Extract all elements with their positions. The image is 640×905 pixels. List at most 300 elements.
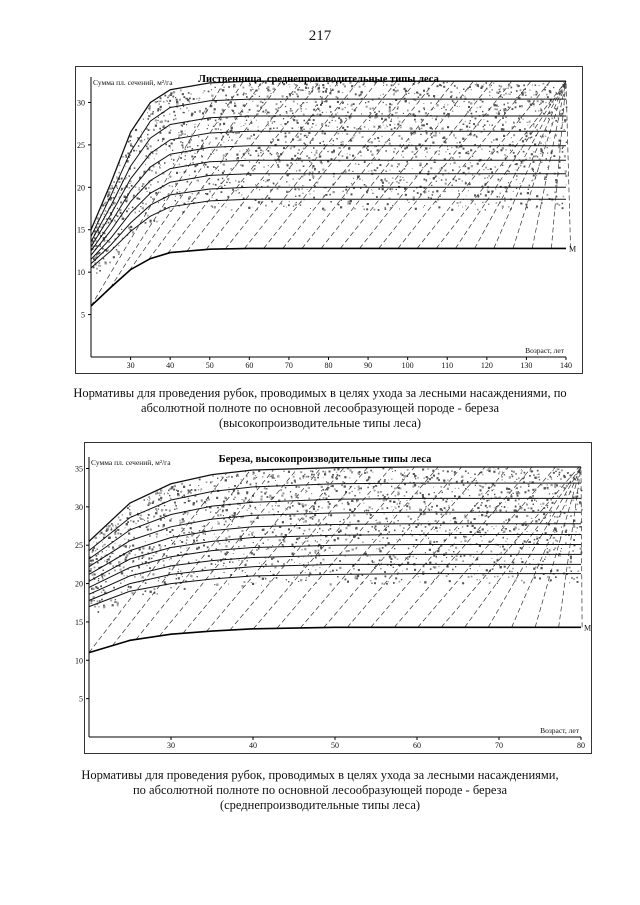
- stipple-dot: [436, 133, 437, 134]
- stipple-dot: [481, 149, 482, 150]
- stipple-dot: [346, 157, 348, 159]
- stipple-dot: [533, 175, 535, 177]
- m-curve-line: [91, 248, 566, 306]
- stipple-dot: [359, 86, 361, 88]
- stipple-dot: [294, 91, 296, 93]
- stipple-dot: [175, 118, 177, 120]
- stipple-dot: [528, 189, 529, 190]
- dashed-diagonal-line: [436, 81, 566, 248]
- stipple-dot: [313, 506, 315, 508]
- stipple-dot: [270, 571, 271, 572]
- stipple-dot: [541, 506, 542, 507]
- stipple-dot: [496, 526, 497, 527]
- stipple-dot: [521, 117, 522, 118]
- stipple-dot: [265, 205, 267, 207]
- stipple-dot: [468, 190, 469, 191]
- stipple-dot: [397, 108, 398, 109]
- stipple-dot: [279, 114, 281, 116]
- stipple-dot: [249, 138, 251, 140]
- stipple-dot: [423, 124, 425, 126]
- stipple-dot: [188, 201, 189, 202]
- stipple-dot: [269, 90, 270, 91]
- stipple-dot: [181, 131, 183, 133]
- stipple-dot: [420, 492, 422, 494]
- stipple-dot: [220, 144, 222, 146]
- stipple-dot: [240, 151, 241, 152]
- stipple-dot: [371, 189, 372, 190]
- stipple-dot: [194, 171, 196, 173]
- stipple-dot: [296, 486, 298, 488]
- stipple-dot: [98, 265, 100, 267]
- stipple-dot: [224, 142, 225, 143]
- stipple-dot: [142, 183, 144, 185]
- stipple-dot: [328, 501, 330, 503]
- stipple-dot: [386, 171, 387, 172]
- stipple-dot: [313, 109, 315, 111]
- stipple-dot: [309, 179, 311, 181]
- stipple-dot: [500, 86, 502, 88]
- stipple-dot: [523, 151, 525, 153]
- stipple-dot: [329, 503, 331, 505]
- stipple-dot: [224, 572, 225, 573]
- stipple-dot: [452, 157, 453, 158]
- stipple-dot: [515, 102, 517, 104]
- stipple-dot: [424, 478, 425, 479]
- stipple-dot: [555, 108, 557, 110]
- stipple-dot: [182, 93, 184, 95]
- stipple-dot: [218, 170, 219, 171]
- stipple-dot: [283, 147, 285, 149]
- stipple-dot: [158, 108, 160, 110]
- stipple-dot: [343, 102, 344, 103]
- stipple-dot: [389, 108, 391, 110]
- stipple-dot: [404, 495, 406, 497]
- stipple-dot: [291, 497, 293, 499]
- chart-larch: [75, 66, 583, 374]
- stipple-dot: [433, 541, 435, 543]
- stipple-dot: [242, 499, 243, 500]
- stipple-dot: [498, 106, 499, 107]
- stipple-dot: [116, 249, 117, 250]
- stipple-dot: [138, 145, 139, 146]
- dashed-diagonal-line: [551, 81, 566, 248]
- stipple-dot: [174, 115, 176, 117]
- stipple-dot: [258, 126, 259, 127]
- stipple-dot: [307, 123, 309, 125]
- stipple-dot: [330, 583, 332, 585]
- stipple-dot: [525, 95, 526, 96]
- stipple-dot: [302, 188, 303, 189]
- stipple-dot: [428, 197, 430, 199]
- stipple-dot: [228, 584, 229, 585]
- stipple-dot: [318, 87, 320, 89]
- stipple-dot: [505, 149, 506, 150]
- stipple-dot: [331, 143, 332, 144]
- stipple-dot: [356, 128, 357, 129]
- stipple-dot: [539, 479, 540, 480]
- stipple-dot: [489, 91, 491, 93]
- stipple-dot: [396, 181, 398, 183]
- stipple-dot: [338, 133, 340, 135]
- stipple-dot: [474, 194, 476, 196]
- stipple-dot: [135, 187, 136, 188]
- stipple-dot: [147, 148, 149, 150]
- stipple-dot: [130, 140, 131, 141]
- stipple-dot: [519, 122, 520, 123]
- stipple-dot: [297, 136, 299, 138]
- stipple-dot: [268, 112, 270, 114]
- stipple-dot: [509, 85, 510, 86]
- stipple-dot: [511, 137, 512, 138]
- stipple-dot: [424, 205, 425, 206]
- stipple-dot: [149, 500, 150, 501]
- stipple-dot: [500, 88, 501, 89]
- stipple-dot: [232, 515, 233, 516]
- stipple-dot: [555, 185, 557, 187]
- stipple-dot: [422, 494, 424, 496]
- stipple-dot: [415, 208, 417, 210]
- stipple-dot: [504, 198, 505, 199]
- stipple-dot: [442, 174, 443, 175]
- stipple-dot: [104, 233, 105, 234]
- stipple-dot: [150, 197, 151, 198]
- stipple-dot: [392, 177, 393, 178]
- stipple-dot: [532, 168, 534, 170]
- stipple-dot: [382, 495, 384, 497]
- stipple-dot: [354, 87, 355, 88]
- stipple-dot: [379, 164, 381, 166]
- stipple-dot: [347, 126, 349, 128]
- stipple-dot: [397, 112, 398, 113]
- stipple-dot: [335, 114, 337, 116]
- stipple-dot: [497, 196, 498, 197]
- stipple-dot: [109, 218, 111, 220]
- stipple-dot: [415, 148, 417, 150]
- stipple-dot: [369, 142, 370, 143]
- stipple-dot: [347, 203, 349, 205]
- stipple-dot: [196, 98, 197, 99]
- stipple-dot: [309, 552, 311, 554]
- stipple-dot: [312, 516, 313, 517]
- stipple-dot: [306, 135, 307, 136]
- stipple-dot: [308, 87, 309, 88]
- stipple-dot: [428, 95, 430, 97]
- stipple-dot: [272, 139, 273, 140]
- stipple-dot: [428, 171, 430, 173]
- stipple-dot: [425, 506, 427, 508]
- stipple-dot: [447, 146, 448, 147]
- stipple-dot: [108, 194, 110, 196]
- stipple-dot: [466, 195, 467, 196]
- stipple-dot: [150, 184, 151, 185]
- stipple-dot: [406, 161, 408, 163]
- stipple-dot: [438, 206, 440, 208]
- stipple-dot: [354, 127, 356, 129]
- stipple-dot: [291, 146, 292, 147]
- dashed-diagonal-line: [225, 81, 358, 249]
- stipple-dot: [328, 529, 329, 530]
- stipple-dot: [287, 191, 289, 193]
- stipple-dot: [554, 191, 556, 193]
- stipple-dot: [199, 110, 201, 112]
- stipple-dot: [337, 127, 338, 128]
- stipple-dot: [487, 190, 488, 191]
- stipple-dot: [101, 208, 102, 209]
- stipple-dot: [477, 124, 479, 126]
- dashed-diagonal-line: [244, 81, 377, 248]
- stipple-dot: [332, 117, 333, 118]
- stipple-dot: [180, 99, 181, 100]
- stipple-dot: [297, 103, 298, 104]
- y-tick-label: 15: [77, 225, 85, 235]
- stipple-dot: [545, 87, 547, 89]
- stipple-dot: [511, 474, 512, 475]
- stipple-dot: [454, 85, 456, 87]
- stipple-dot: [311, 512, 313, 514]
- stipple-dot: [113, 256, 115, 258]
- stipple-dot: [182, 147, 184, 149]
- stipple-dot: [440, 486, 442, 488]
- stipple-dot: [223, 123, 225, 125]
- stipple-dot: [375, 159, 376, 160]
- stipple-dot: [349, 118, 350, 119]
- stipple-dot: [316, 104, 318, 106]
- stipple-dot: [548, 118, 549, 119]
- stipple-dot: [409, 102, 410, 103]
- stipple-dot: [432, 470, 434, 472]
- stipple-dot: [520, 203, 522, 205]
- stipple-dot: [311, 477, 312, 478]
- stipple-dot: [250, 120, 251, 121]
- stipple-dot: [562, 148, 563, 149]
- stipple-dot: [198, 129, 199, 130]
- stipple-dot: [176, 172, 178, 174]
- stipple-dot: [432, 118, 433, 119]
- stipple-dot: [431, 185, 432, 186]
- stipple-dot: [175, 200, 176, 201]
- stipple-dot: [512, 576, 514, 578]
- stipple-dot: [468, 130, 469, 131]
- stipple-dot: [358, 486, 360, 488]
- stipple-dot: [512, 108, 514, 110]
- stipple-dot: [468, 106, 470, 108]
- stipple-dot: [285, 141, 287, 143]
- stipple-dot: [311, 152, 312, 153]
- stipple-dot: [296, 202, 297, 203]
- stipple-dot: [211, 95, 213, 97]
- stipple-dot: [198, 100, 199, 101]
- stipple-dot: [149, 510, 150, 511]
- stipple-dot: [452, 111, 453, 112]
- stipple-dot: [110, 188, 112, 190]
- stipple-dot: [213, 153, 214, 154]
- stipple-dot: [139, 187, 141, 189]
- stipple-dot: [251, 135, 252, 136]
- stipple-dot: [135, 129, 137, 131]
- stipple-dot: [555, 179, 557, 181]
- stipple-dot: [406, 147, 408, 149]
- stipple-dot: [219, 123, 221, 125]
- stipple-dot: [540, 153, 541, 154]
- stipple-dot: [526, 207, 528, 209]
- stipple-dot: [564, 129, 565, 130]
- stipple-dot: [508, 106, 510, 108]
- stipple-dot: [407, 110, 409, 112]
- stipple-dot: [320, 161, 321, 162]
- stipple-dot: [163, 115, 164, 116]
- stipple-dot: [492, 558, 493, 559]
- stipple-dot: [145, 164, 146, 165]
- stipple-dot: [124, 580, 125, 581]
- stipple-dot: [292, 113, 294, 115]
- stipple-dot: [454, 162, 456, 164]
- stipple-dot: [116, 186, 118, 188]
- stipple-dot: [156, 221, 157, 222]
- stipple-dot: [164, 162, 165, 163]
- stipple-dot: [373, 126, 375, 128]
- stipple-dot: [442, 499, 444, 501]
- stipple-dot: [428, 538, 429, 539]
- y-axis-label: Сумма пл. сечений, м²/га: [93, 78, 173, 87]
- stipple-dot: [366, 185, 367, 186]
- stipple-dot: [268, 91, 269, 92]
- stipple-dot: [339, 560, 341, 562]
- x-tick-label: 40: [166, 361, 175, 370]
- stipple-dot: [255, 184, 256, 185]
- stipple-dot: [347, 104, 348, 105]
- stipple-dot: [201, 155, 202, 156]
- stipple-dot: [175, 196, 176, 197]
- stipple-dot: [547, 147, 548, 148]
- stipple-dot: [354, 208, 355, 209]
- stipple-dot: [415, 156, 417, 158]
- caption-1-line-1: Нормативы для проведения рубок, проводимых в целях ухода за лесными насаждениями, по: [73, 386, 567, 400]
- stipple-dot: [169, 208, 170, 209]
- stipple-dot: [400, 125, 401, 126]
- stipple-dot: [271, 154, 272, 155]
- stipple-dot: [125, 155, 127, 157]
- stipple-dot: [402, 177, 403, 178]
- stipple-dot: [145, 203, 146, 204]
- stipple-dot: [215, 87, 216, 88]
- stipple-dot: [424, 109, 425, 110]
- stipple-dot: [113, 181, 115, 183]
- chart-birch-svg: [75, 443, 592, 753]
- stipple-dot: [111, 523, 113, 525]
- stipple-dot: [502, 123, 503, 124]
- stipple-dot: [483, 129, 485, 131]
- stipple-dot: [303, 114, 305, 116]
- stipple-dot: [393, 151, 394, 152]
- stipple-dot: [325, 91, 327, 93]
- stipple-dot: [97, 227, 98, 228]
- stipple-dot: [502, 208, 503, 209]
- stipple-dot: [197, 180, 199, 182]
- stipple-dot: [420, 163, 422, 165]
- stipple-dot: [377, 167, 379, 169]
- stipple-dot: [441, 167, 443, 169]
- stipple-dot: [370, 112, 371, 113]
- stipple-dot: [403, 113, 404, 114]
- stipple-dot: [133, 195, 135, 197]
- stipple-dot: [484, 119, 485, 120]
- stipple-dot: [148, 187, 149, 188]
- stipple-dot: [130, 226, 132, 228]
- stipple-dot: [212, 481, 213, 482]
- stipple-dot: [493, 149, 495, 151]
- stipple-dot: [180, 90, 182, 92]
- stipple-dot: [388, 526, 390, 528]
- stipple-dot: [99, 270, 101, 272]
- stipple-dot: [100, 266, 101, 267]
- stipple-dot: [305, 87, 307, 89]
- stipple-dot: [441, 85, 442, 86]
- stipple-dot: [261, 105, 263, 107]
- stipple-dot: [386, 180, 388, 182]
- stipple-dot: [422, 167, 423, 168]
- stipple-dot: [91, 602, 93, 604]
- stipple-dot: [173, 164, 174, 165]
- stipple-dot: [236, 190, 237, 191]
- stipple-dot: [452, 169, 454, 171]
- stipple-dot: [432, 194, 434, 196]
- stipple-dot: [489, 491, 490, 492]
- stipple-dot: [117, 188, 118, 189]
- stipple-dot: [450, 91, 452, 93]
- stipple-dot: [300, 133, 302, 135]
- stipple-dot: [243, 93, 244, 94]
- stipple-dot: [352, 155, 354, 157]
- stipple-dot: [346, 550, 348, 552]
- stipple-dot: [463, 124, 465, 126]
- stipple-dot: [262, 102, 263, 103]
- stipple-dot: [270, 121, 271, 122]
- stipple-dot: [480, 536, 481, 537]
- stipple-dot: [124, 196, 126, 198]
- stipple-dot: [521, 92, 523, 94]
- stipple-dot: [468, 172, 469, 173]
- stipple-dot: [289, 185, 290, 186]
- stipple-dot: [130, 183, 131, 184]
- stipple-dot: [539, 85, 540, 86]
- stipple-dot: [153, 555, 154, 556]
- stipple-dot: [187, 514, 188, 515]
- stipple-dot: [299, 87, 300, 88]
- stipple-dot: [344, 129, 346, 131]
- stipple-dot: [267, 121, 268, 122]
- stipple-dot: [391, 165, 393, 167]
- stipple-dot: [374, 112, 376, 114]
- stipple-dot: [387, 533, 388, 534]
- stipple-dot: [490, 87, 491, 88]
- stipple-dot: [313, 119, 315, 121]
- stipple-dot: [326, 88, 328, 90]
- stipple-dot: [209, 183, 211, 185]
- stipple-dot: [325, 125, 327, 127]
- stipple-dot: [533, 123, 534, 124]
- stipple-dot: [264, 128, 265, 129]
- stipple-dot: [543, 144, 544, 145]
- stipple-dot: [352, 137, 354, 139]
- stipple-dot: [435, 118, 437, 120]
- stipple-dot: [458, 178, 460, 180]
- stipple-dot: [418, 127, 420, 129]
- stipple-dot: [286, 181, 287, 182]
- stipple-dot: [285, 106, 286, 107]
- stipple-dot: [394, 124, 395, 125]
- stipple-dot: [456, 481, 458, 483]
- stipple-dot: [156, 153, 157, 154]
